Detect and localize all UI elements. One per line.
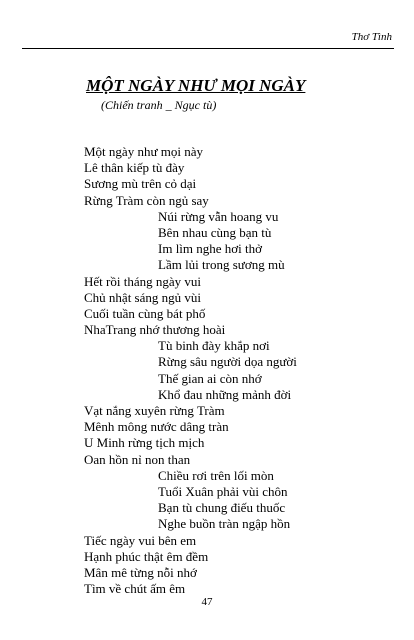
poem-line: Thế gian ai còn nhớ <box>158 370 262 386</box>
header-divider <box>22 48 394 49</box>
poem-line: Rừng Tràm còn ngủ say <box>84 192 209 208</box>
poem-line: Hạnh phúc thật êm đềm <box>84 548 209 564</box>
poem-line: Lê thân kiếp tù đày <box>84 160 185 176</box>
poem-line: Sương mù trên cỏ dại <box>84 176 197 192</box>
poem-line: Bạn tù chung điếu thuốc <box>158 500 286 516</box>
poem-line: Bên nhau cùng bạn tù <box>158 224 272 240</box>
poem-line: Cuối tuần cùng bát phố <box>84 305 206 321</box>
poem-line: Tiếc ngày vui bên em <box>84 532 197 548</box>
poem-line: Rừng sâu người dọa người <box>158 354 297 370</box>
poem-line: Mân mê từng nỗi nhớ <box>84 564 197 580</box>
poem-line: Im lìm nghe hơi thở <box>158 241 263 257</box>
poem-line: Tuổi Xuân phải vùi chôn <box>158 483 288 499</box>
poem-line: NhaTrang nhớ thương hoài <box>84 322 226 338</box>
poem-line: Một ngày như mọi này <box>84 144 203 159</box>
poem-line: Chủ nhật sáng ngủ vùi <box>84 289 201 305</box>
poem-line: Mênh mông nước dâng tràn <box>84 419 229 435</box>
poem-line: Tù binh đày khắp nơi <box>158 338 270 354</box>
poem-line: U Minh rừng tịch mịch <box>84 435 205 451</box>
poem-line: Vạt nắng xuyên rừng Tràm <box>84 403 225 418</box>
poem-line: Hết rồi tháng ngày vui <box>84 273 201 289</box>
poem-line: Tìm về chút ấm êm <box>84 581 186 597</box>
poem-line: Nghe buồn tràn ngập hồn <box>158 516 291 532</box>
poem-line: Khổ đau những mảnh đời <box>158 386 292 402</box>
poem-title: MỘT NGÀY NHƯ MỌI NGÀY <box>86 76 306 95</box>
poem-line: Chiều rơi trên lối mòn <box>158 467 274 483</box>
poem-subtitle: (Chiến tranh _ Ngục tù) <box>101 98 217 112</box>
poem-line: Oan hồn nỉ non than <box>84 451 191 467</box>
page-number: 47 <box>201 596 213 608</box>
running-header: Thơ Tình <box>351 31 392 43</box>
poem-body <box>84 144 297 597</box>
poem-line: Lầm lủi trong sương mù <box>158 257 285 273</box>
poem-line: Núi rừng vẫn hoang vu <box>158 208 279 224</box>
